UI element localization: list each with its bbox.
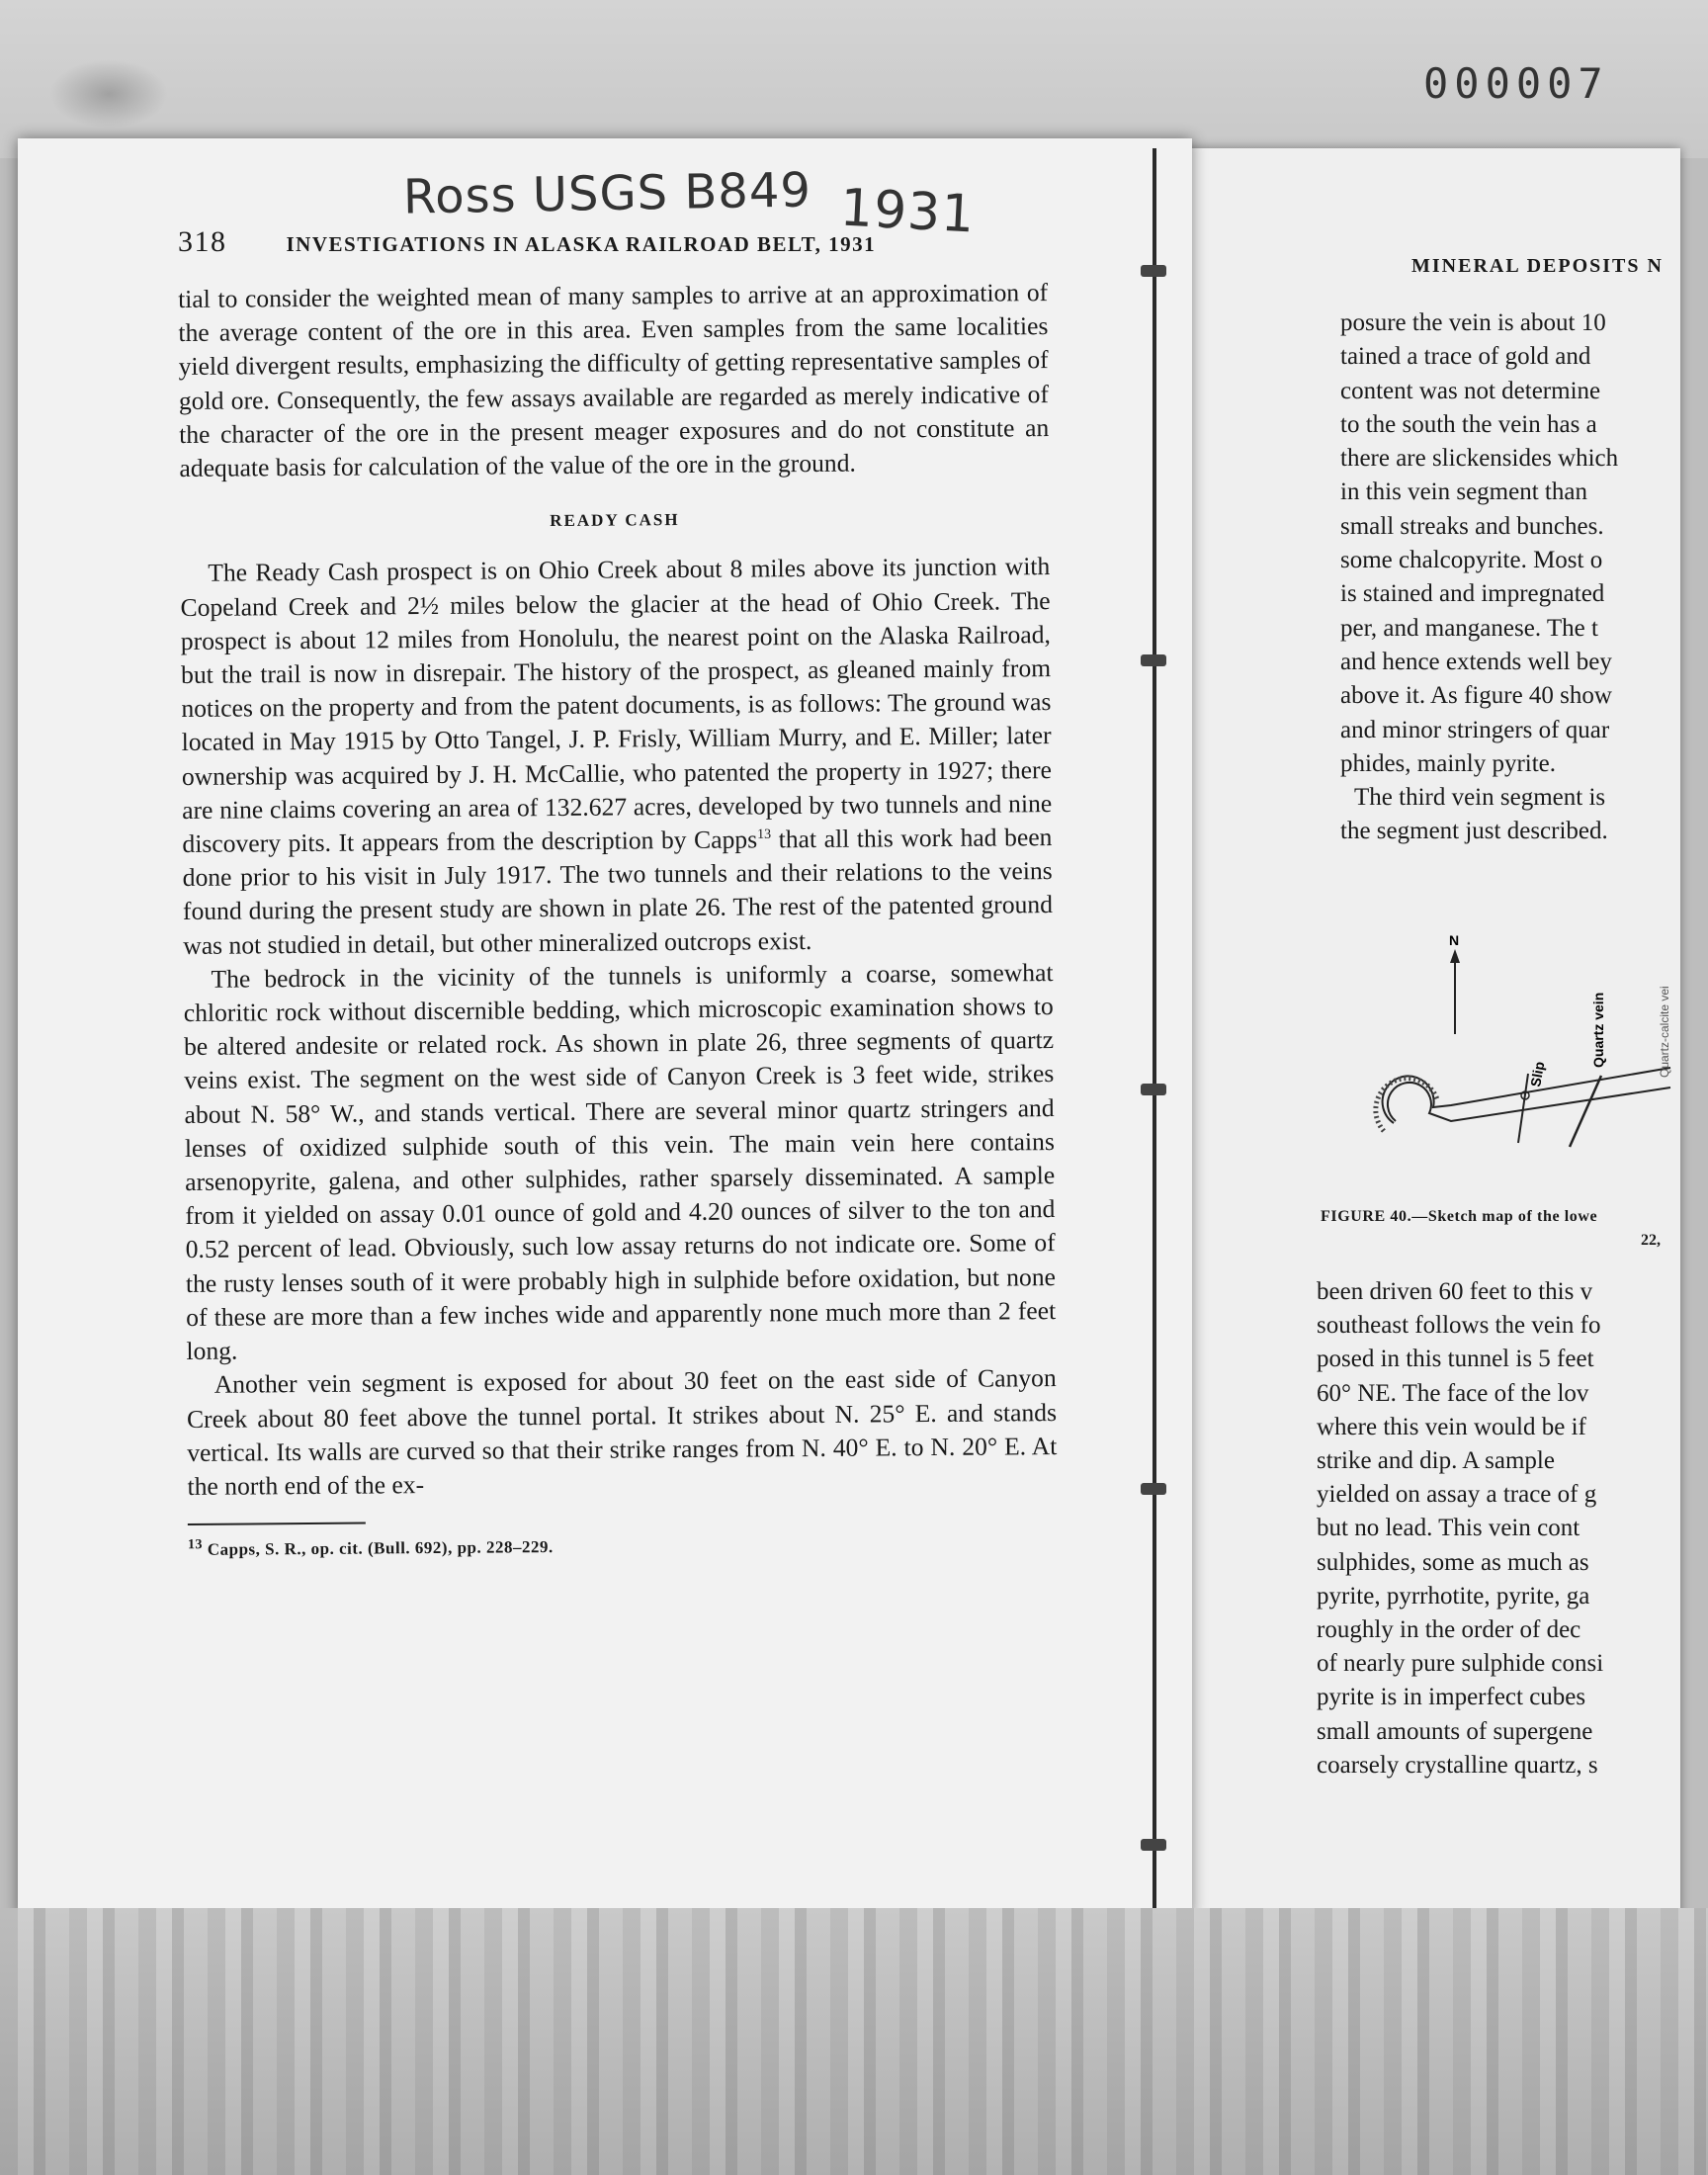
left-text-column [178,276,1058,1567]
text-line: above it. As figure 40 show [1340,682,1612,710]
text-line: but no lead. This vein cont [1317,1515,1580,1542]
text-line: content was not determine [1340,377,1601,404]
footnote-number: 13 [187,1537,204,1553]
binding-staple [1141,654,1166,666]
text-line: small streaks and bunches. [1340,512,1604,540]
left-running-head [178,225,959,259]
text-line: tained a trace of gold and [1340,343,1591,371]
text-line: in this vein segment than [1340,478,1587,506]
text-line: the segment just described. [1340,818,1608,845]
paragraph-location-part1: The Ready Cash prospect is on Ohio Creek about 8 miles above its junction with Copeland Creek and 2½ miles below the glacier at the head of Ohio Creek. The prospect is about 12 miles from Honolulu, the nearest point on the Alaska Railroad, but the trail is now in disrepair. The history of the prospect, as gleaned mainly from notices on the property and from the patent documents, is as follows: The ground was located in May 1915 by Otto Tangel, J. P. Frisly, William Murry, and E. Miller; later ownership was acquired by J. H. McCallie, who patented the property in 1927; there are nine claims covering an area of 132.627 acres, developed by two tunnels and nine discovery pits. It appears from the description by Capps [180,552,1053,859]
text-line: strike and dip. A sample [1317,1447,1555,1475]
paragraph-location-part2: that all this work had been done prior to his visit in July 1917. The two tunnels and their relations to the veins found during the present study are shown in plate 26. The rest of the patented ground was not studied in detail, but other mineralized outcrops exist. [182,823,1054,960]
text-line: small amounts of supergene [1317,1717,1593,1745]
text-line: posure the vein is about 10 [1340,309,1606,336]
handwritten-reference: Ross USGS B849 [402,162,812,225]
handwritten-year: 1931 [838,178,977,245]
scan-smudge [49,59,168,129]
text-line: 60° NE. The face of the lov [1317,1379,1589,1407]
book-spine [1153,148,1156,1918]
right-text-column-top [1340,306,1696,849]
section-heading: READY CASH [550,510,680,531]
text-line: yielded on assay a trace of g [1317,1481,1597,1509]
north-arrow-icon [1450,949,1460,1034]
figure-40-sketch-map [1334,919,1690,1186]
text-line: been driven 60 feet to this v [1317,1278,1593,1305]
figure-caption [1321,1208,1597,1226]
right-running-head: MINERAL DEPOSITS N [1411,255,1664,277]
binding-staple [1141,1084,1166,1095]
figure-caption-lead: FIGURE 40. [1321,1208,1412,1225]
text-line: some chalcopyrite. Most o [1340,547,1603,574]
footnote-divider [188,1522,366,1525]
text-line: coarsely crystalline quartz, s [1317,1751,1598,1779]
figure-caption-line2: 22, [1641,1232,1661,1249]
text-line: is stained and impregnated [1340,580,1605,608]
document-number-stamp: 000007 [1423,59,1609,108]
text-line: pyrite is in imperfect cubes [1317,1684,1586,1711]
text-line: and hence extends well bey [1340,648,1612,675]
paragraph-location [180,551,1053,963]
binding-staple [1141,1483,1166,1495]
page-number: 318 [178,225,227,258]
footnote-text: Capps, S. R., op. cit. (Bull. 692), pp. 228–229. [202,1537,554,1559]
slip-label: Slip [1527,1060,1548,1088]
paragraph-vein-segment: Another vein segment is exposed for about 30 feet on the east side of Canyon Creek about 80 feet above the tunnel portal. It strikes about N. 25° E. and stands vertical. Its walls are curved so that their strike ranges from N. 40° E. to N. 20° E. At the north end of the ex- [186,1363,1058,1501]
footnote-reference: 13 [757,826,772,842]
text-line: of nearly pure sulphide consi [1317,1650,1604,1678]
text-line: roughly in the order of dec [1317,1616,1581,1644]
quartz-vein-line [1570,1076,1601,1147]
running-head-title: INVESTIGATIONS IN ALASKA RAILROAD BELT, 1931 [286,232,877,256]
scan-background-bottom [0,1908,1708,2175]
right-text-column-bottom [1317,1275,1682,1783]
binding-staple [1141,1839,1166,1851]
footnote [188,1526,1058,1567]
intro-paragraph: tial to consider the weighted mean of many samples to arrive at an approximation of the average content of the ore in this area. Even samples from the same localities yield divergent results, emphasizing the difficulty of getting representative samples of gold ore. Consequently, the few assays available are regarded as merely indicative of the character of the ore in the present meager exposures and do not constitute an adequate basis for calculation of the value of the ore in the ground. [178,278,1050,483]
quartz-calcite-label: Quartz-calcite vei [1658,986,1671,1078]
text-line: to the south the vein has a [1340,410,1597,438]
text-line: per, and manganese. The t [1340,614,1598,642]
figure-caption-text: —Sketch map of the lowe [1411,1208,1598,1225]
text-line: and minor stringers of quar [1340,716,1610,743]
north-label: N [1449,932,1460,948]
text-line: The third vein segment is [1354,784,1606,812]
text-line: phides, mainly pyrite. [1340,749,1557,777]
text-line: there are slickensides which [1340,445,1619,473]
text-line: pyrite, pyrrhotite, pyrite, ga [1317,1582,1590,1610]
text-line: southeast follows the vein fo [1317,1312,1601,1340]
quartz-vein-label: Quartz vein [1590,992,1606,1068]
text-line: where this vein would be if [1317,1413,1586,1440]
text-line: posed in this tunnel is 5 feet [1317,1346,1594,1373]
paragraph-bedrock: The bedrock in the vicinity of the tunnels is uniformly a coarse, somewhat chloritic rock without discernible bedding, which microscopic examination shows to be altered andesite or related rock. As shown in plate 26, three segments of quartz veins exist. The segment on the west side of Canyon Creek is 3 feet wide, strikes about N. 58° W., and stands vertical. There are several minor quartz stringers and lenses of oxidized sulphide south of this vein. The main vein here contains arsenopyrite, galena, and other sulphides, rather sparsely disseminated. A sample from it yielded on assay 0.01 ounce of gold and 4.20 ounces of silver to the ton and 0.52 percent of lead. Obviously, such low assay returns do not indicate ore. Some of the rusty lenses south of it were probably high in sulphide before oxidation, but none of these are more than a few inches wide and apparently none much more than 2 feet long. [183,957,1057,1366]
binding-staple [1141,265,1166,277]
text-line: sulphides, some as much as [1317,1548,1589,1576]
